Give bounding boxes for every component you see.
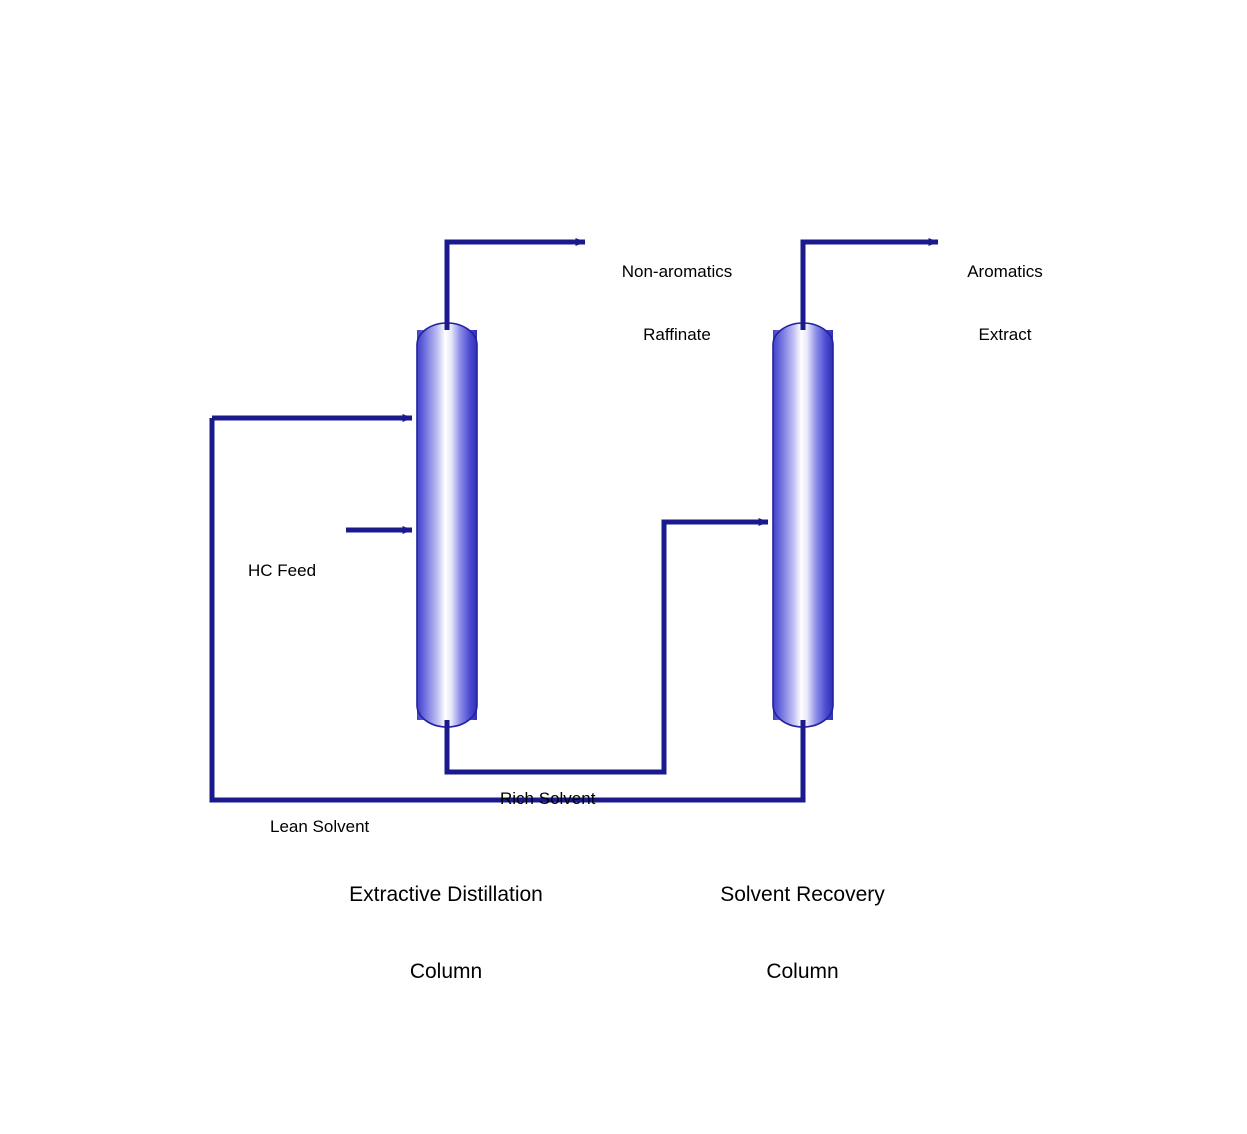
label-aromatics-extract-line1: Aromatics bbox=[967, 262, 1043, 282]
label-solvent-recovery-column-line2: Column bbox=[766, 960, 839, 984]
label-aromatics-extract bbox=[916, 221, 1094, 387]
extractive-distillation-column-shape bbox=[417, 323, 477, 727]
label-aromatics-extract-line2: Extract bbox=[978, 324, 1032, 344]
label-rich-solvent-line1: Rich Solvent bbox=[500, 789, 596, 809]
label-hc-feed bbox=[248, 520, 348, 624]
solvent-recovery-column-shape bbox=[773, 323, 833, 727]
label-solvent-recovery-column bbox=[690, 831, 915, 1036]
stream-line-rich-solvent bbox=[447, 522, 768, 772]
label-lean-solvent-line1: Lean Solvent bbox=[270, 817, 370, 837]
label-hc-feed-line1: HC Feed bbox=[248, 561, 317, 581]
label-extractive-distillation-column-line1: Extractive Distillation bbox=[349, 883, 543, 907]
label-extractive-distillation-column-line2: Column bbox=[409, 960, 483, 984]
label-solvent-recovery-column-line1: Solvent Recovery bbox=[720, 883, 885, 907]
label-extractive-distillation-column bbox=[320, 831, 572, 1036]
stream-line-non-aromatics-raffinate bbox=[447, 242, 585, 330]
label-non-aromatics-raffinate-line1: Non-aromatics bbox=[621, 262, 733, 282]
label-non-aromatics-raffinate-line2: Raffinate bbox=[643, 324, 711, 344]
label-non-aromatics-raffinate bbox=[582, 221, 772, 387]
